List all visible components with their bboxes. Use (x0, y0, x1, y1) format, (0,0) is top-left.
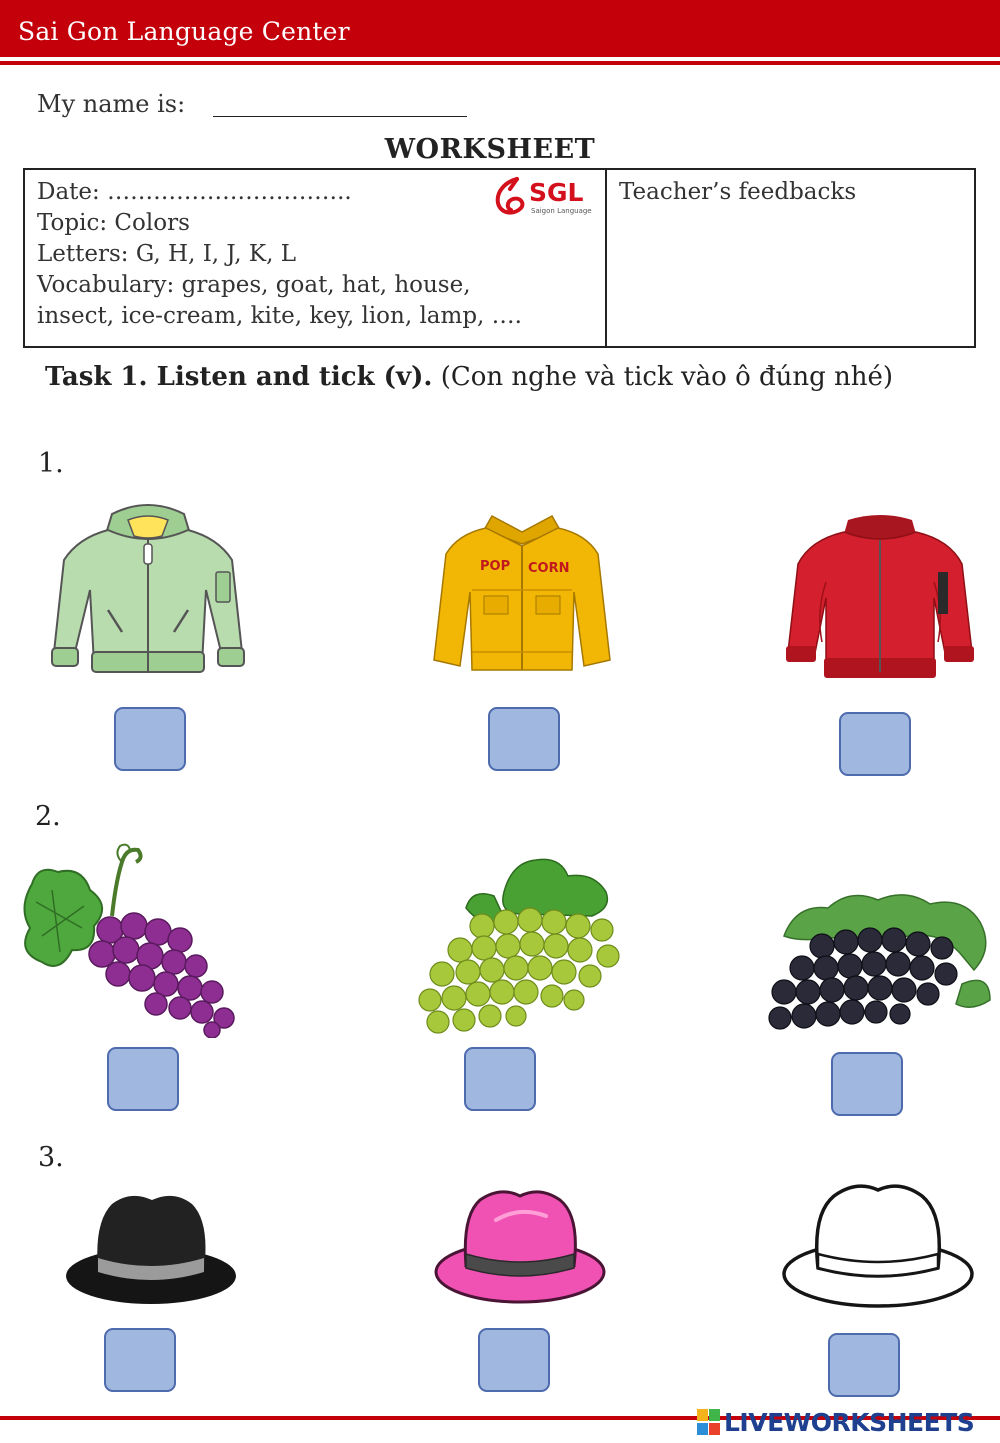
tick-box-q3-c[interactable] (828, 1333, 900, 1397)
letters-line: Letters: G, H, I, J, K, L (37, 241, 296, 267)
topic-line: Topic: Colors (37, 210, 190, 236)
vocabulary-line: Vocabulary: grapes, goat, hat, house, (37, 272, 471, 298)
red-jacket-picture (786, 512, 974, 682)
sgl-logo-text: SGL (529, 178, 584, 207)
task-heading (45, 362, 893, 392)
teacher-feedback-label: Teacher’s feedbacks (619, 179, 857, 205)
sgl-swirl-icon (493, 176, 529, 218)
white-hat-picture (780, 1182, 976, 1312)
sgl-logo (493, 176, 593, 220)
task-instruction: (Con nghe và tick vào ô đúng nhé) (440, 362, 894, 392)
green-grapes-picture (412, 856, 624, 1040)
header-rule (0, 61, 1000, 65)
green-jacket-picture (50, 500, 246, 678)
black-grapes-picture (766, 888, 992, 1040)
question-number: 3. (38, 1142, 64, 1173)
name-blank[interactable] (213, 116, 467, 117)
header-title: Sai Gon Language Center (18, 17, 350, 46)
pink-hat-picture (434, 1186, 606, 1308)
liveworksheets-blocks-icon (697, 1409, 721, 1437)
black-hat-picture (64, 1192, 238, 1308)
question-number: 1. (38, 448, 64, 479)
sgl-logo-subtext: Saigon Language (531, 207, 592, 215)
tick-box-q1-c[interactable] (839, 712, 911, 776)
purple-grapes-picture (12, 840, 240, 1038)
worksheet-title: WORKSHEET (384, 134, 596, 165)
task-title: Task 1. Listen and tick (v). (45, 362, 433, 392)
tick-box-q2-a[interactable] (107, 1047, 179, 1111)
tick-box-q1-b[interactable] (488, 707, 560, 771)
vocabulary-line-2: insect, ice-cream, kite, key, lion, lamp, …. (37, 303, 522, 329)
info-table (23, 168, 976, 348)
tick-box-q3-a[interactable] (104, 1328, 176, 1392)
tick-box-q2-b[interactable] (464, 1047, 536, 1111)
corn-text: CORN (528, 561, 570, 576)
tick-box-q3-b[interactable] (478, 1328, 550, 1392)
liveworksheets-text: LIVEWORKSHEETS (724, 1408, 975, 1437)
yellow-jacket-picture (432, 510, 612, 672)
question-number: 2. (35, 801, 61, 832)
pop-text: POP (480, 559, 511, 574)
name-label: My name is: (37, 90, 186, 118)
tick-box-q1-a[interactable] (114, 707, 186, 771)
info-left-cell (25, 170, 607, 346)
date-line: Date: ………………………….. (37, 179, 352, 205)
tick-box-q2-c[interactable] (831, 1052, 903, 1116)
